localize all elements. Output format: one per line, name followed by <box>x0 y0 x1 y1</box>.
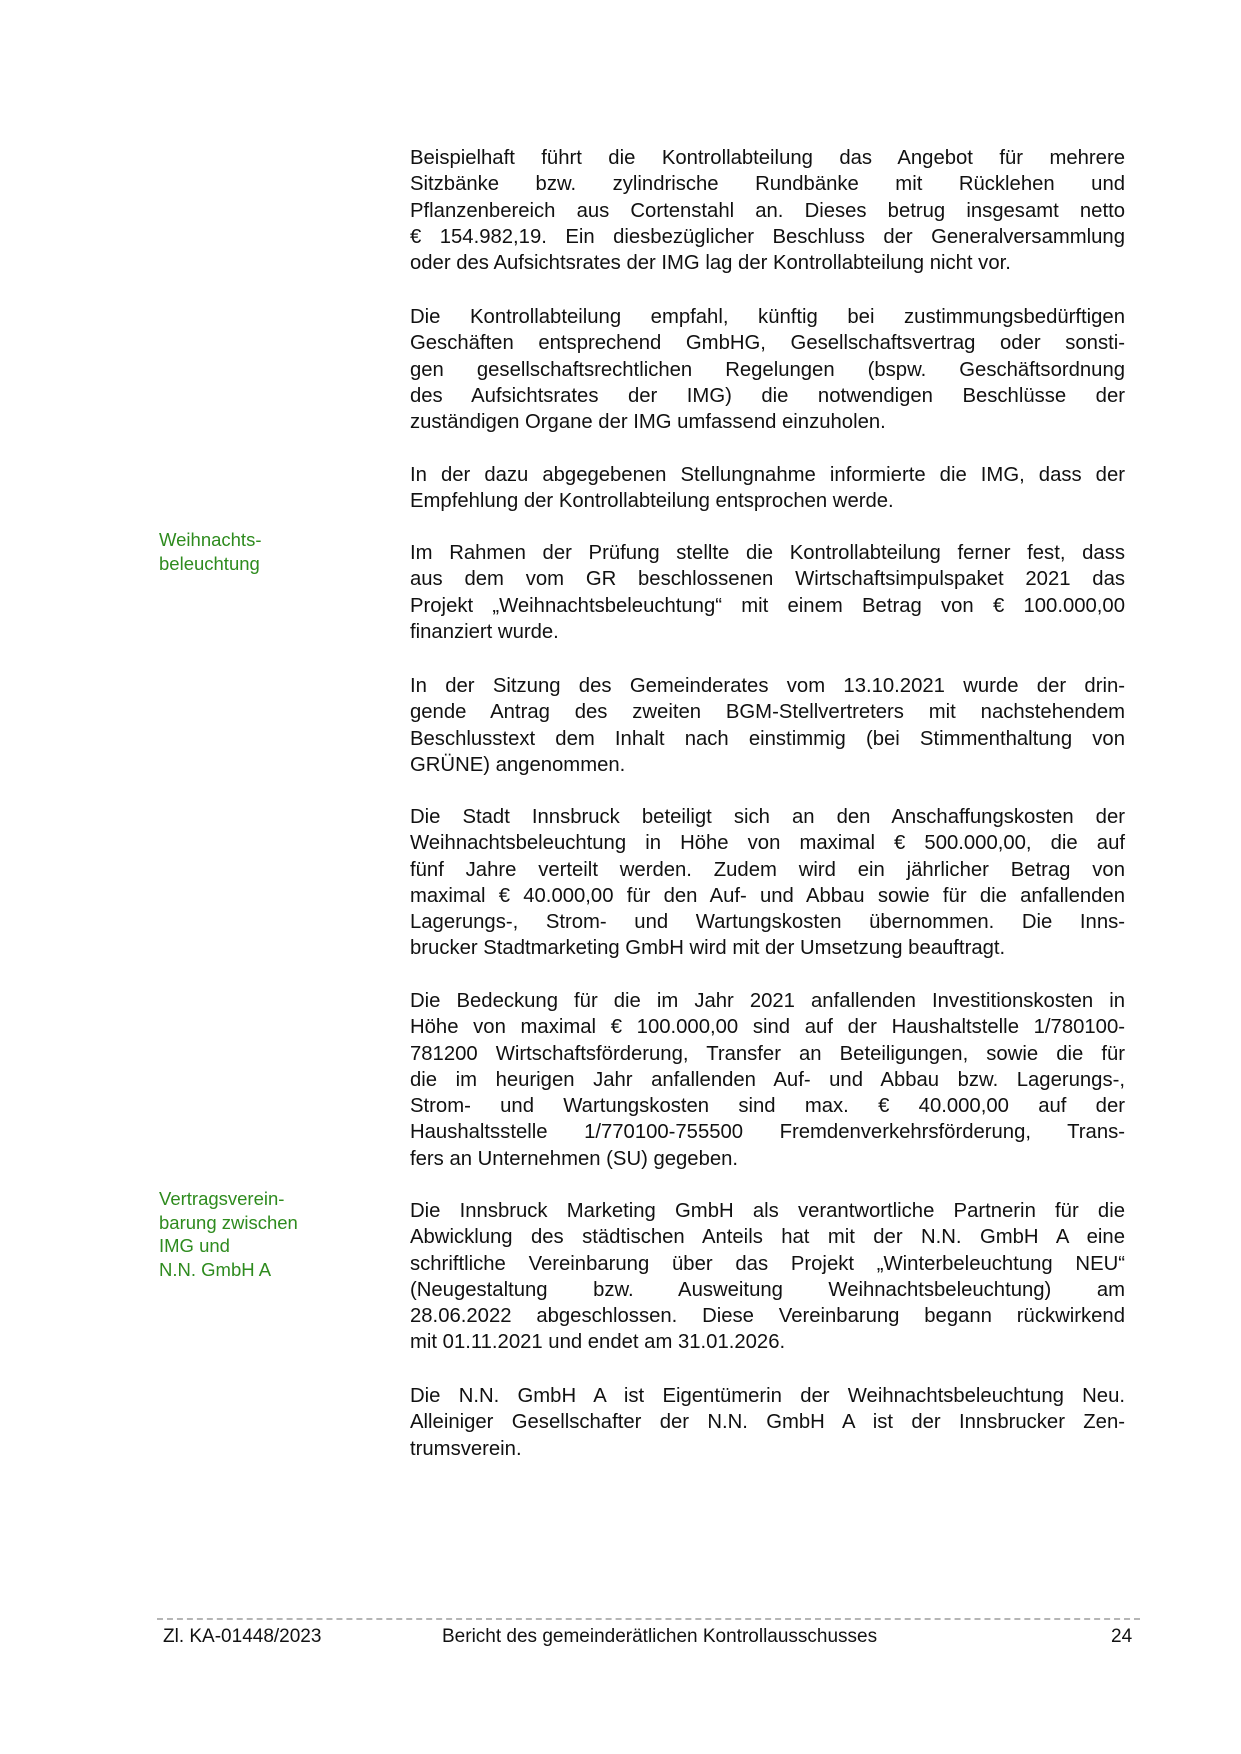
text-line: GRÜNE) angenommen. <box>410 753 626 776</box>
text-line: Projekt „Weihnachtsbeleuchtung“ mit einem Betrag von € 100.000,00 <box>410 594 1125 617</box>
text-line: Strom- und Wartungskosten sind max. € 40.000,00 auf der <box>410 1095 1125 1118</box>
paragraph <box>410 1383 1125 1462</box>
text-line: Sitzbänke bzw. zylindrische Rundbänke mit Rücklehen und <box>410 173 1125 196</box>
text-line: Abwicklung des städtischen Anteils hat mit der N.N. GmbH A eine <box>410 1226 1125 1249</box>
text-line: die im heurigen Jahr anfallenden Auf- und Abbau bzw. Lagerungs-, <box>410 1068 1125 1091</box>
paragraph <box>410 540 1125 645</box>
margin-label-line: barung zwischen <box>159 1211 298 1233</box>
paragraph <box>410 804 1125 962</box>
text-line: 781200 Wirtschaftsförderung, Transfer an Beteiligungen, sowie die für <box>410 1042 1125 1065</box>
text-line: Die Bedeckung für die im Jahr 2021 anfallenden Investitionskosten in <box>410 990 1125 1012</box>
text-line: oder des Aufsichtsrates der IMG lag der Kontrollabteilung nicht vor. <box>410 252 1011 275</box>
margin-label-line: beleuchtung <box>159 552 260 574</box>
text-line: aus dem vom GR beschlossenen Wirtschaftsimpulspaket 2021 das <box>410 568 1125 591</box>
text-line: Pflanzenbereich aus Cortenstahl an. Dieses betrug insgesamt netto <box>410 199 1125 222</box>
paragraph <box>410 304 1125 435</box>
paragraph <box>410 988 1125 1172</box>
text-line: Empfehlung der Kontrollabteilung entsprochen werde. <box>410 490 894 513</box>
margin-label-line: N.N. GmbH A <box>159 1258 272 1280</box>
text-line: Höhe von maximal € 100.000,00 sind auf der Haushaltstelle 1/780100- <box>410 1016 1125 1039</box>
footer-reference: Zl. KA-01448/2023 <box>163 1626 322 1647</box>
text-line: trumsverein. <box>410 1437 522 1460</box>
text-line: € 154.982,19. Ein diesbezüglicher Beschluss der Generalversammlung <box>410 225 1125 248</box>
paragraph <box>410 462 1125 515</box>
text-line: finanziert wurde. <box>410 620 559 643</box>
text-line: maximal € 40.000,00 für den Auf- und Abbau sowie für die anfallenden <box>410 884 1125 907</box>
text-line: Im Rahmen der Prüfung stellte die Kontrollabteilung ferner fest, dass <box>410 542 1125 564</box>
text-line: Beispielhaft führt die Kontrollabteilung das Angebot für mehrere <box>410 147 1125 169</box>
text-line: fers an Unternehmen (SU) gegeben. <box>410 1147 739 1170</box>
margin-label-line: Vertragsverein- <box>159 1188 285 1209</box>
text-line: Die Kontrollabteilung empfahl, künftig bei zustimmungsbedürftigen <box>410 306 1125 328</box>
text-line: (Neugestaltung bzw. Ausweitung Weihnachtsbeleuchtung) am <box>410 1278 1125 1301</box>
footer-divider <box>157 1618 1140 1620</box>
page-number: 24 <box>1111 1626 1133 1647</box>
margin-label <box>159 528 261 575</box>
text-line: In der dazu abgegebenen Stellungnahme informierte die IMG, dass der <box>410 464 1125 486</box>
text-line: fünf Jahre verteilt werden. Zudem wird ein jährlicher Betrag von <box>410 858 1125 881</box>
text-line: zuständigen Organe der IMG umfassend einzuholen. <box>410 411 886 434</box>
text-line: Die Stadt Innsbruck beteiligt sich an den Anschaffungskosten der <box>410 806 1125 828</box>
text-line: des Aufsichtsrates der IMG) die notwendigen Beschlüsse der <box>410 384 1125 407</box>
text-line: Haushaltsstelle 1/770100-755500 Fremdenverkehrsförderung, Trans- <box>410 1121 1125 1144</box>
text-line: Geschäften entsprechend GmbHG, Gesellschaftsvertrag oder sonsti- <box>410 332 1125 355</box>
margin-label <box>159 1187 298 1281</box>
margin-label-line: IMG und <box>159 1235 230 1256</box>
text-line: gende Antrag des zweiten BGM-Stellvertreters mit nachstehendem <box>410 701 1125 724</box>
text-line: schriftliche Vereinbarung über das Projekt „Winterbeleuchtung NEU“ <box>410 1252 1125 1275</box>
margin-label-line: Weihnachts- <box>159 529 262 550</box>
text-line: In der Sitzung des Gemeinderates vom 13.10.2021 wurde der drin- <box>410 675 1125 697</box>
text-line: Die Innsbruck Marketing GmbH als verantwortliche Partnerin für die <box>410 1200 1125 1222</box>
text-line: Weihnachtsbeleuchtung in Höhe von maximal € 500.000,00, die auf <box>410 832 1125 855</box>
text-line: Lagerungs-, Strom- und Wartungskosten übernommen. Die Inns- <box>410 911 1125 934</box>
paragraph <box>410 673 1125 778</box>
text-line: Alleiniger Gesellschafter der N.N. GmbH A ist der Innsbrucker Zen- <box>410 1411 1125 1434</box>
text-line: Beschlusstext dem Inhalt nach einstimmig (bei Stimmenthaltung von <box>410 727 1125 750</box>
text-line: 28.06.2022 abgeschlossen. Diese Vereinbarung begann rückwirkend <box>410 1305 1125 1328</box>
paragraph <box>410 1198 1125 1356</box>
text-line: brucker Stadtmarketing GmbH wird mit der Umsetzung beauftragt. <box>410 937 1006 960</box>
text-line: gen gesellschaftsrechtlichen Regelungen (bspw. Geschäftsordnung <box>410 358 1125 381</box>
footer-title: Bericht des gemeinderätlichen Kontrollausschusses <box>442 1626 878 1647</box>
paragraph <box>410 145 1125 276</box>
text-line: mit 01.11.2021 und endet am 31.01.2026. <box>410 1331 786 1354</box>
text-line: Die N.N. GmbH A ist Eigentümerin der Weihnachtsbeleuchtung Neu. <box>410 1385 1125 1407</box>
